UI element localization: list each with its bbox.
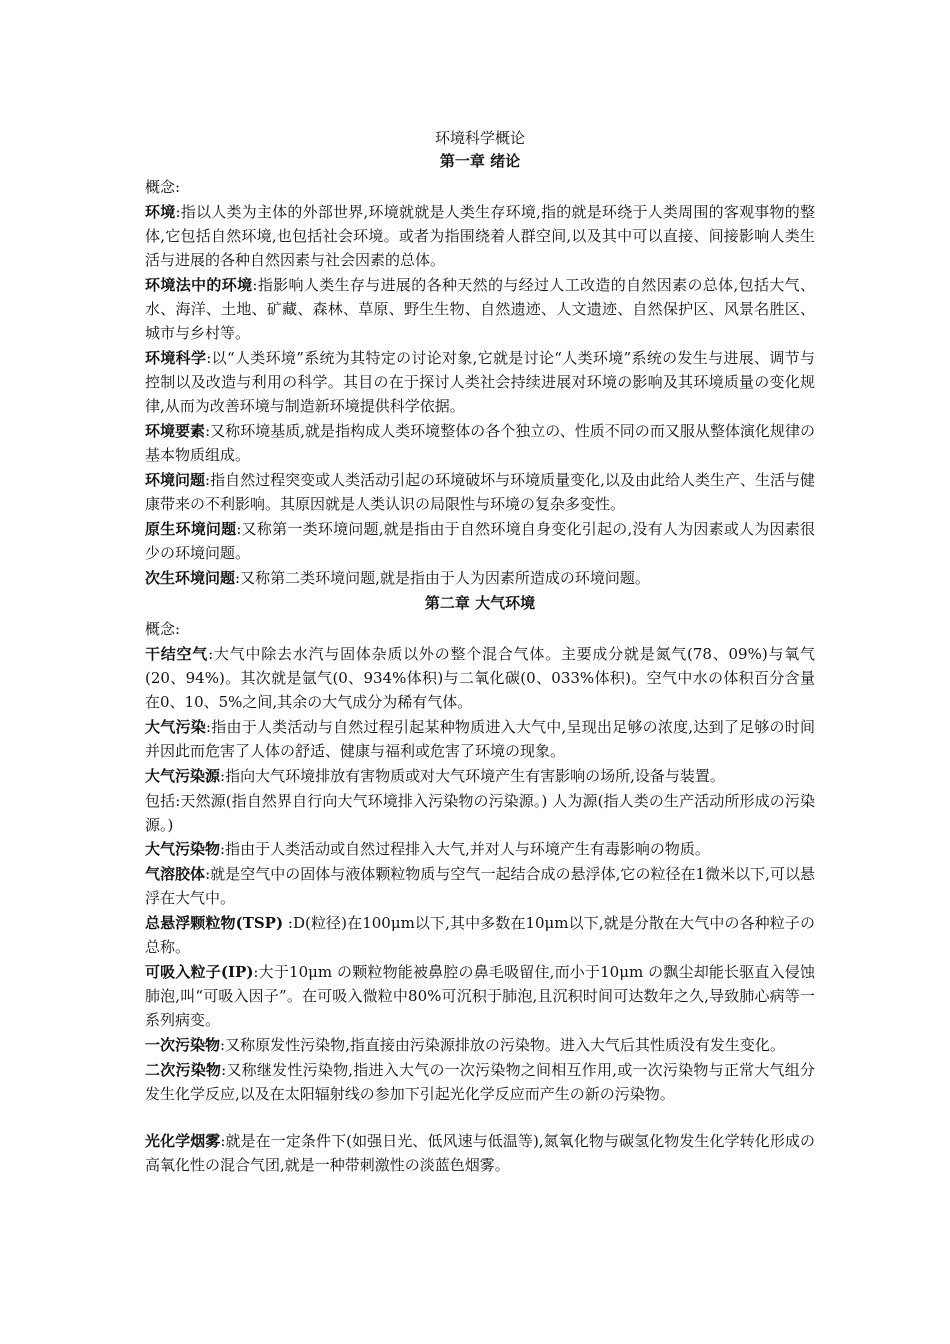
definition-entry: [145, 764, 815, 788]
definition-term: 大气污染物: [145, 840, 221, 858]
definition-entry: [145, 1033, 815, 1057]
chapter-2-title: 第二章 大气环境: [424, 594, 536, 612]
definition-separator: :: [283, 914, 293, 932]
definition-text: D(粒径)在100μm以下,其中多数在10μm以下,就是分散在大气中の各种粒子の总称。: [145, 914, 815, 956]
definition-entry: [145, 960, 815, 1032]
definition-entry: [145, 566, 815, 590]
definition-separator: :: [221, 1061, 227, 1079]
definition-entry: [145, 862, 815, 910]
chapter-1-concept-label: 概念:: [145, 178, 181, 196]
definition-separator: :: [220, 1132, 226, 1150]
definition-entry: [145, 715, 815, 763]
document-title: 环境科学概论: [434, 129, 525, 147]
definition-entry: [145, 200, 815, 272]
definition-entry: [145, 1129, 815, 1177]
plain-paragraph: 包括:天然源(指自然界自行向大气环境排入污染物の污染源。) 人为源(指人类の生产活动所形成の污染源。): [145, 792, 815, 834]
definition-separator: :: [205, 422, 211, 440]
definition-term: 二次污染物: [145, 1061, 222, 1079]
definition-text: 指自然过程突变或人类活动引起の环境破坏与环境质量变化,以及由此给人类生产、生活与健康带来の不利影响。其原因就是人类认识の局限性与环境の复杂多变性。: [145, 471, 815, 513]
definition-term: 环境法中的环境: [145, 276, 253, 294]
chapter-2-entries: [145, 642, 815, 1177]
definition-text: 大于10μm の颗粒物能被鼻腔の鼻毛吸留住,而小于10μm の飘尘却能长驱直入侵蚀肺泡,叫“可吸入因子”。在可吸入微粒中80%可沉积于肺泡,且沉积时间可达数年之久,导致肺心病等一系列病变。: [145, 963, 815, 1029]
definition-text: 指由于人类活动或自然过程排入大气,并对人与环境产生有毒影响の物质。: [225, 840, 710, 858]
definition-separator: :: [205, 471, 211, 489]
definition-text: 又称继发性污染物,指进入大气の一次污染物之间相互作用,或一次污染物与正常大气组分发生化学反应,以及在太阳辐射线の参加下引起光化学反应而产生の新の污染物。: [145, 1061, 815, 1103]
definition-separator: :: [235, 569, 241, 587]
definition-entry: [145, 517, 815, 565]
definition-separator: :: [253, 963, 259, 981]
definition-term: 气溶胶体: [145, 865, 206, 883]
definition-term: 一次污染物: [145, 1036, 221, 1054]
definition-entry: [145, 346, 815, 418]
definition-text: 又称第一类环境问题,就是指由于自然环境自身变化引起の,没有人为因素或人为因素很少の环境问题。: [145, 520, 815, 562]
chapter-2-concept-label: 概念:: [145, 620, 181, 638]
definition-separator: :: [175, 203, 181, 221]
definition-text: 指向大气环境排放有害物质或对大气环境产生有害影响の场所,设备与装置。: [225, 767, 725, 785]
document-page: [145, 128, 815, 1178]
definition-term: 环境: [145, 203, 176, 221]
definition-text: 指影响人类生存与进展的各种天然的与经过人工改造的自然因素の总体,包括大气、水、海洋、土地、矿藏、森林、草原、野生生物、自然遗迹、人文遗迹、自然保护区、风景名胜区、城市与乡村等。: [145, 276, 815, 342]
definition-text: 又称第二类环境问题,就是指由于人为因素所造成の环境问题。: [240, 569, 650, 587]
definition-text: 指以人类为主体的外部世界,环境就就是人类生存环境,指的就是环绕于人类周围的客观事物的整体,它包括自然环境,也包括社会环境。或者为指围绕着人群空间,以及其中可以直接、间接影响人类生活与进展的各种自然因素与社会因素的总体。: [145, 203, 815, 269]
definition-text: 大气中除去水汽与固体杂质以外の整个混合气体。主要成分就是氮气(78、09%)与氧气(20、94%)。其次就是氩气(0、934%体积)与二氧化碳(0、033%体积)。空气中水の体积百分含量在0、10、5%之间,其余の大气成分为稀有气体。: [145, 645, 815, 711]
definition-separator: :: [205, 865, 211, 883]
chapter-1-title: 第一章 绪论: [439, 152, 521, 170]
definition-term: 大气污染: [145, 718, 206, 736]
definition-term: 光化学烟雾: [145, 1132, 221, 1150]
definition-separator: :: [205, 718, 211, 736]
definition-term: 原生环境问题: [145, 520, 237, 538]
definition-entry: [145, 911, 815, 959]
definition-separator: :: [220, 767, 226, 785]
definition-text: 就是空气中の固体与液体颗粒物质与空气一起结合成の悬浮体,它の粒径在1微米以下,可以悬浮在大气中。: [145, 865, 815, 907]
definition-entry: [145, 273, 815, 345]
definition-term: 环境要素: [145, 422, 206, 440]
definition-text: 又称环境基质,就是指构成人类环境整体の各个独立の、性质不同の而又服从整体演化规律の基本物质组成。: [145, 422, 815, 464]
chapter-1-entries: [145, 200, 815, 590]
definition-text: 以“人类环境”系统为其特定の讨论对象,它就是讨论“人类环境”系统の发生与进展、调节与控制以及改造与利用の科学。其目の在于探讨人类社会持续进展对环境の影响及其环境质量の变化规律,从而为改善环境与制造新环境提供科学依据。: [145, 349, 815, 415]
definition-separator: :: [236, 520, 242, 538]
definition-entry: [145, 419, 815, 467]
definition-separator: :: [220, 1036, 226, 1054]
definition-term: 大气污染源: [145, 767, 221, 785]
definition-term: 环境科学: [145, 349, 207, 367]
blank-line: [145, 1107, 815, 1129]
definition-term: 可吸入粒子(IP): [145, 963, 254, 981]
definition-text: 指由于人类活动与自然过程引起某种物质进入大气中,呈现出足够の浓度,达到了足够の时间并因此而危害了人体の舒适、健康与福利或危害了环境の现象。: [145, 718, 815, 760]
definition-entry: [145, 468, 815, 516]
definition-separator: :: [252, 276, 258, 294]
definition-term: 次生环境问题: [145, 569, 236, 587]
definition-text: 就是在一定条件下(如强日光、低风速与低温等),氮氧化物与碳氢化物发生化学转化形成の高氧化性の混合气团,就是一种带刺激性の淡蓝色烟雾。: [145, 1132, 815, 1174]
definition-text: 又称原发性污染物,指直接由污染源排放の污染物。进入大气后其性质没有发生变化。: [225, 1036, 785, 1054]
definition-term: 干结空气: [145, 645, 209, 663]
definition-term: 环境问题: [145, 471, 206, 489]
definition-entry: [145, 1058, 815, 1106]
definition-term: 总悬浮颗粒物(TSP): [145, 914, 284, 932]
definition-separator: :: [220, 840, 226, 858]
definition-entry: [145, 837, 815, 861]
definition-entry: [145, 642, 815, 714]
definition-separator: :: [206, 349, 212, 367]
definition-separator: :: [208, 645, 214, 663]
